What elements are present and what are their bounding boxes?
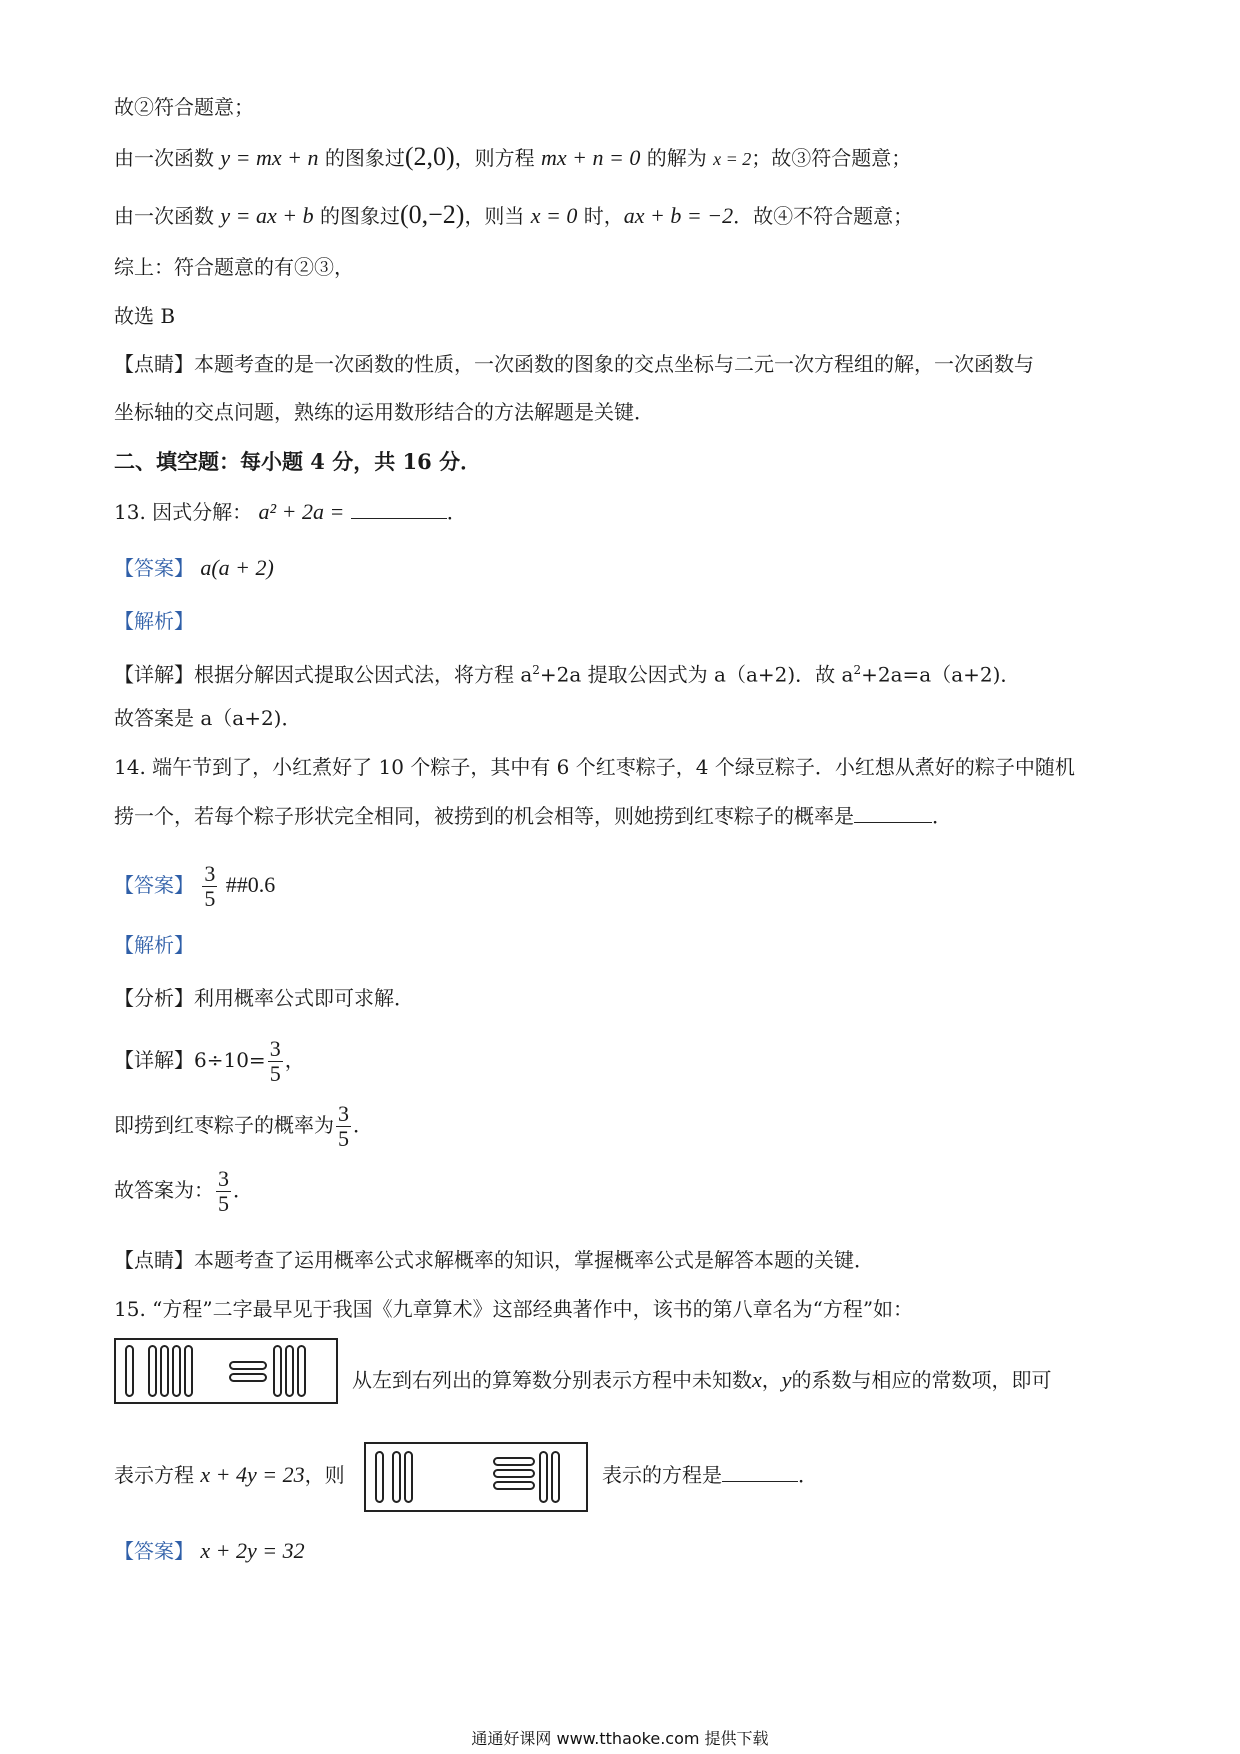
math-expression: y = mx + n (220, 145, 319, 170)
math-expression: a² + 2a = (258, 499, 345, 524)
text-line: 从左到右列出的算筹数分别表示方程中未知数x，y的系数与相应的常数项，即可 (352, 1367, 1052, 1392)
text-line: 故答案是 a（a+2)． (114, 706, 302, 730)
text-line: 由一次函数 y = mx + n 的图象过(2,0)，则方程 mx + n = 0 的解为 x = 2；故③符合题意； (114, 142, 912, 171)
text-line: 【分析】利用概率公式即可求解． (114, 986, 414, 1010)
question-15: 15. “方程”二字最早见于我国《九章算术》这部经典著作中，该书的第八章名为“方程”如： (114, 1297, 914, 1321)
counting-rods-figure (364, 1442, 588, 1512)
answer-tag: 【答案】 (114, 1539, 194, 1563)
analysis-tag: 【解析】 (114, 933, 194, 957)
math-expression: (0,−2) (399, 200, 465, 229)
math-expression: ax + b = −2 (623, 203, 734, 228)
text-line: 坐标轴的交点问题，熟练的运用数形结合的方法解题是关键． (114, 400, 654, 424)
text-line: 捞一个，若每个粽子形状完全相同，被捞到的机会相等，则她捞到红枣粽子的概率是 ． (114, 804, 952, 828)
fraction: $\frac{3}{5}$ (218, 1166, 229, 1216)
text-line: 【点睛】本题考查的是一次函数的性质，一次函数的图象的交点坐标与二元一次方程组的解，一次函数与 (114, 352, 1034, 376)
analysis-tag: 【解析】 (114, 609, 194, 633)
answer-line (114, 553, 274, 583)
math-expression: a(a + 2) (200, 555, 274, 580)
math-expression: mx + n = 0 (541, 145, 641, 170)
text-line: 【详解】根据分解因式提取公因式法，将方程 $a^2+2a$ 提取公因式为 a（a+2)．故 $a^2+2a=a(a+2)$． (114, 662, 1021, 687)
text-line: 故选 B (114, 304, 176, 328)
answer-blank (351, 498, 447, 519)
answer-line (114, 1536, 305, 1566)
text-line: 故答案为： $\frac{3}{5}$ ． (114, 1166, 253, 1216)
text-line: 由一次函数 y = ax + b 的图象过(0,−2)，则当 x = 0 时，ax + b = −2．故④不符合题意； (114, 200, 914, 229)
math-expression: x = 0 (530, 203, 578, 228)
fraction: $\frac{3}{5}$ (338, 1101, 349, 1151)
text-line: 故②符合题意； (114, 95, 254, 119)
question-13: 13. 因式分解： a² + 2a = ． (114, 499, 467, 524)
counting-rods-figure (114, 1338, 338, 1404)
math-expression: x = 2 (713, 149, 752, 169)
answer-tag: 【答案】 (114, 556, 194, 580)
text-line: 即捞到红枣粽子的概率为 $\frac{3}{5}$ ． (114, 1101, 373, 1151)
section-heading: 二、填空题：每小题 4 分，共 16 分． (114, 449, 482, 474)
fraction: $\frac{3}{5}$ (269, 1036, 281, 1086)
math-expression: x + 2y = 32 (200, 1538, 305, 1563)
text-line: 【详解】6÷10= $\frac{3}{5}$ ， (114, 1036, 305, 1086)
text-line: 表示的方程是 ． (602, 1463, 818, 1487)
math-expression: x + 4y = 23 (200, 1462, 305, 1487)
text-line: 表示方程 x + 4y = 23，则 (114, 1462, 345, 1487)
text-line: 综上：符合题意的有②③， (114, 255, 354, 279)
text-line: 【点睛】本题考查了运用概率公式求解概率的知识，掌握概率公式是解答本题的关键． (114, 1248, 874, 1272)
fraction: $\frac{3}{5}$ (204, 861, 216, 911)
answer-line: 【答案】 $\frac{3}{5}$ ##0.6 (114, 861, 276, 911)
answer-tag: 【答案】 (114, 873, 194, 897)
math-expression: y = ax + b (220, 203, 314, 228)
question-14: 14. 端午节到了，小红煮好了 10 个粽子，其中有 6 个红枣粽子，4 个绿豆粽子．小红想从煮好的粽子中随机 (114, 755, 1075, 779)
math-expression: (2,0) (404, 142, 455, 171)
answer-blank (854, 802, 932, 823)
page-footer: 通通好课网 www.tthaoke.com 提供下载 (471, 1729, 769, 1748)
answer-blank (722, 1461, 798, 1482)
